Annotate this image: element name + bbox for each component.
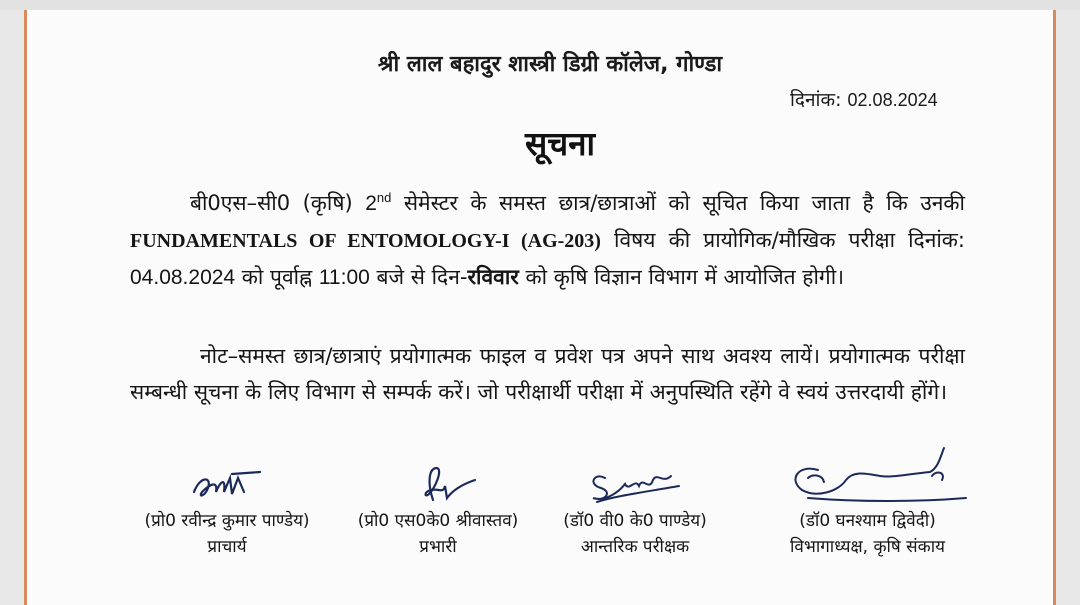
exam-time: 11:00 [318, 266, 370, 289]
signatory-name: (डॉ0 घनश्याम द्विवेदी) [799, 511, 936, 531]
signatory-head-of-department [760, 440, 975, 560]
semester-suffix: nd [376, 190, 392, 205]
exam-day: रविवार [467, 265, 519, 289]
signature-mark [172, 462, 282, 508]
para1-text-2: सेमेस्टर के समस्त छात्र/छात्राओं को सूचित किया जाता है कि उनकी [391, 191, 965, 215]
signatory-internal-examiner [540, 462, 730, 560]
photo-top-edge [0, 0, 1080, 10]
notice-date [790, 86, 938, 112]
notice-heading: सूचना [524, 124, 596, 163]
signatory-role: प्राचार्य [207, 537, 247, 557]
signatory-name: (प्रो0 रवीन्द्र कुमार पाण्डेय) [144, 511, 310, 531]
signature-mark [768, 440, 968, 508]
signature-mark [383, 462, 493, 508]
date-value: 02.08.2024 [847, 90, 938, 110]
signatory-name: (डॉ0 वी0 के0 पाण्डेय) [563, 511, 707, 531]
exam-date: 04.08.2024 [130, 266, 236, 289]
college-name: श्री लाल बहादुर शास्त्री डिग्री कॉलेज, गोण्डा [377, 52, 723, 77]
para1-text-4: को पूर्वाह्न [235, 265, 319, 289]
signatory-role: आन्तरिक परीक्षक [580, 537, 690, 557]
para1-text-1: बी0एस–सी0 (कृषि) [190, 191, 366, 215]
semester-number: 2 [365, 192, 377, 215]
signatory-principal [118, 462, 336, 560]
subject-name: FUNDAMENTALS OF ENTOMOLOGY-I (AG-203) [130, 230, 601, 252]
notice-paragraph-2: नोट–समस्त छात्र/छात्राएं प्रयोगात्मक फाइल व प्रवेश पत्र अपने साथ अवश्य लायें। प्रयोगात्मक परीक्षा सम्बन्धी सूचना के लिए विभाग से सम्पर्क करें। जो परीक्षार्थी परीक्षा में अनुपस्थिति रहेंगे वे स्वयं उत्तरदायी होंगे। [130, 344, 965, 404]
signatory-role: विभागाध्यक्ष, कृषि संकाय [790, 537, 945, 557]
para1-text-6: को कृषि विज्ञान विभाग में आयोजित होगी। [518, 265, 845, 289]
date-label: दिनांक: [790, 89, 842, 111]
signatory-incharge [338, 462, 538, 560]
para1-text-5: बजे से दिन- [369, 265, 468, 289]
notice-paragraph-1 [130, 180, 965, 296]
signatory-role: प्रभारी [419, 537, 457, 557]
signatory-name: (प्रो0 एस0के0 श्रीवास्तव) [357, 511, 519, 531]
para1-text-3: विषय की प्रायोगिक/मौखिक परीक्षा दिनांक: [600, 228, 965, 252]
signature-mark [575, 462, 695, 508]
